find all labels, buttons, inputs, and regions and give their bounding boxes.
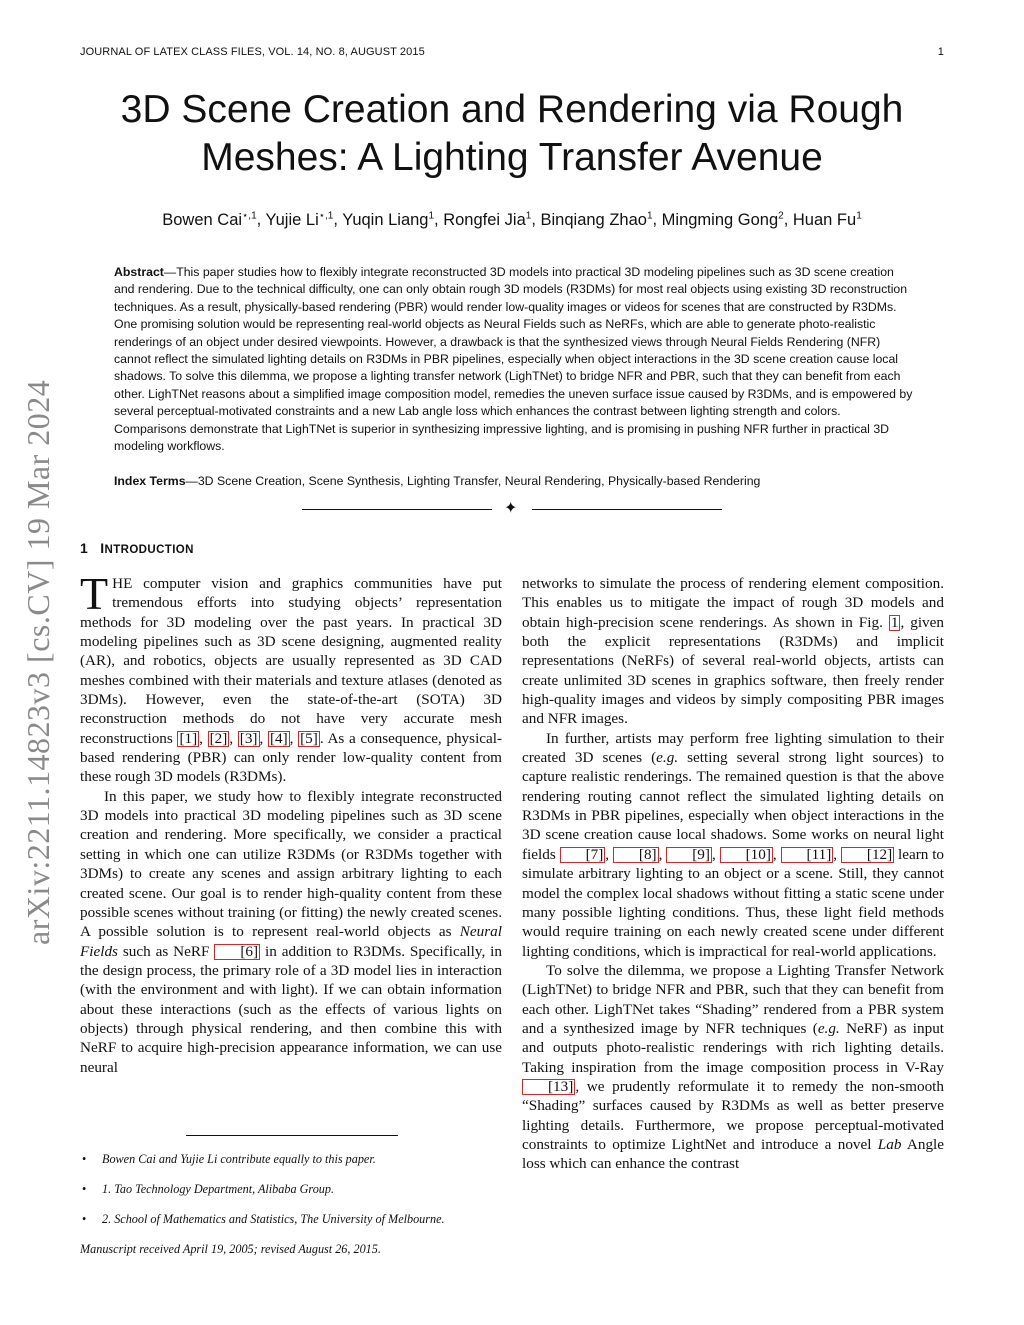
section-title-rest: NTRODUCTION bbox=[104, 544, 194, 556]
footnote-item: • Bowen Cai and Yujie Li contribute equally to this paper. bbox=[82, 1152, 376, 1166]
drop-cap: T bbox=[80, 568, 109, 619]
index-terms-label: Index Terms bbox=[114, 474, 186, 488]
citation-link[interactable]: [12] bbox=[841, 847, 894, 863]
author-list: Bowen Cai$^{⋆,1}$, Yujie $Li^{⋆,1}$, Yuqin Liang$^1$, Rongfei Jia$^1$, Binqiang Zhao$^1$, Mingming Gong$^2$, Huan Fu$^1$ bbox=[162, 210, 862, 229]
citation-link[interactable]: [2] bbox=[209, 729, 228, 747]
citation-link[interactable]: [13] bbox=[522, 1079, 575, 1095]
section-title-initial: I bbox=[100, 540, 105, 556]
citation-link[interactable]: [8] bbox=[613, 847, 659, 863]
author: Mingming Gong$^2$ bbox=[661, 210, 784, 229]
citation-link[interactable]: [6] bbox=[214, 944, 260, 960]
divider-line bbox=[302, 509, 492, 510]
author: Binqiang Zhao$^1$ bbox=[540, 210, 653, 229]
abstract-text: —This paper studies how to flexibly integrate reconstructed 3D models into practical 3D modeling pipelines such as 3D scene creation and rendering. Due to the technical difficulty, one can only obtain rough 3D models (R3DMs) for most real objects using existing 3D reconstruction techniques. As a result, physically-based rendering (PBR) would render low-quality images or videos for scenes that are constructed by R3DMs. One promising solution would be representing real-world objects as Neural Fields such as NeRFs, which are able to generate photo-realistic renderings of an object under desired viewpoints. However, a drawback is that the synthesized views through Neural Fields Rendering (NFR) cannot reflect the simulated lighting details on R3DMs in PBR pipelines, especially when object interactions in the 3D scene creation cause local shadows. To solve this dilemma, we propose a lighting transfer network (LighTNet) to bridge NFR and PBR, such that they can benefit from each other. LighTNet reasons about a simplified image composition model, remedies the uneven surface issue caused by R3DMs, and is empowered by several perceptual-motivated constraints and a new Lab angle loss which enhances the contrast between lighting strength and colors. Comparisons demonstrate that LighTNet is superior in synthesizing impressive lighting, and is promising in pushing NFR further in practical 3D modeling workflows. bbox=[114, 265, 913, 454]
index-terms bbox=[114, 474, 914, 488]
paragraph: networks to simulate the process of rendering element composition. This enables us to mitigate the impact of rough 3D models and obtain high-precision scene renderings. As shown in Fig. 1 , given both the explicit representations (R3DMs) and implicit representations (NeRFs) of several real-world objects, artists can create unlimited 3D scenes in graphics software, then freely render high-quality images and videos by simply compositing PBR images and NFR images. bbox=[522, 575, 944, 728]
figure-link[interactable]: 1 bbox=[890, 613, 899, 631]
author: Huan Fu$^1$ bbox=[792, 210, 862, 229]
abstract-label: Abstract bbox=[114, 265, 164, 279]
journal-line: JOURNAL OF LATEX CLASS FILES, VOL. 14, NO. 8, AUGUST 2015 bbox=[80, 46, 425, 58]
bullet-icon: • bbox=[82, 1182, 87, 1196]
author: Rongfei Jia$^1$ bbox=[443, 210, 532, 229]
citation-link[interactable]: [7] bbox=[560, 847, 606, 863]
diamond-icon: ✦ bbox=[504, 500, 518, 517]
section-divider bbox=[302, 500, 722, 520]
page-number: 1 bbox=[937, 46, 944, 58]
index-terms-text: —3D Scene Creation, Scene Synthesis, Lighting Transfer, Neural Rendering, Physically-based Rendering bbox=[185, 474, 761, 488]
footnote-item: • 1. Tao Technology Department, Alibaba Group. bbox=[82, 1182, 335, 1196]
author: Yujie $Li^{⋆,1}$ bbox=[265, 210, 334, 229]
bullet-icon: • bbox=[82, 1152, 87, 1166]
citation-link[interactable]: [4] bbox=[269, 729, 288, 747]
footnote-item: • 2. School of Mathematics and Statistics, The University of Melbourne. bbox=[82, 1212, 445, 1226]
section-number: 1 bbox=[80, 540, 89, 556]
bullet-icon: • bbox=[82, 1212, 87, 1226]
arxiv-stamp: arXiv:2211.14823v3 [cs.CV] 19 Mar 2024 bbox=[20, 379, 56, 945]
citation-link[interactable]: [11] bbox=[781, 847, 834, 863]
left-column bbox=[80, 568, 503, 1077]
author: Yuqin Liang$^1$ bbox=[342, 210, 435, 229]
right-column bbox=[522, 574, 944, 1174]
paper-title: 3D Scene Creation and Rendering via Rough Meshes: A Lighting Transfer Avenue bbox=[120, 88, 904, 179]
paragraph: THE computer vision and graphics communities have put tremendous efforts into studying objects’ representation methods for 3D modeling over the past years. In practical 3D modeling pipelines such as 3D scene designing, augmented reality (AR), and robotics, objects are usually represented as 3D CAD meshes combined with their materials and texture atlases (denoted as 3DMs). However, even the state-of-the-art (SOTA) 3D reconstruction methods do not have very accurate mesh reconstructions [1] , [2] , [3] , [4] , [5] . As a consequence, physical-based rendering (PBR) can only render low-quality content from these rough 3D models (R3DMs). bbox=[80, 568, 503, 786]
paragraph: In this paper, we study how to flexibly integrate reconstructed 3D models into practical 3D modeling pipelines such as 3D scene creation and rendering. More specifically, we consider a practical setting in which one can utilize R3DMs (or R3DMs together with 3DMs) to create any scenes and assign arbitrary lighting to each created scene. Our goal is to render high-quality content from these possible scenes without training (or fitting) the newly created scenes. A possible solution is to represent real-world objects as Neural Fields such as NeRF [6] in addition to R3DMs. Specifically, in the design process, the primary role of a 3D model lies in interaction (with the environment and with light). If we can obtain information about these interactions (such as the effects of various lights on objects) through physical rendering, and then combine this with NeRF to acquire high-precision appearance information, we can use neural bbox=[80, 787, 502, 1076]
citation-link[interactable]: [10] bbox=[720, 847, 773, 863]
citation-link[interactable]: [3] bbox=[239, 729, 258, 747]
citation-link[interactable]: [5] bbox=[300, 729, 318, 747]
manuscript-note: Manuscript received April 19, 2005; revised August 26, 2015. bbox=[80, 1242, 381, 1256]
divider-line bbox=[532, 509, 722, 510]
running-head bbox=[80, 46, 944, 58]
citation-link[interactable]: [1] bbox=[179, 729, 198, 747]
abstract bbox=[114, 264, 914, 455]
section-heading bbox=[80, 540, 194, 556]
paragraph: To solve the dilemma, we propose a Lighting Transfer Network (LighTNet) to bridge NFR and PBR, such that they can benefit from each other. LighTNet takes “Shading” rendered from a PBR system and a synthesized image by NFR techniques (e.g. NeRF) as input and outputs photo-realistic renderings with rich lighting details. Taking inspiration from the image composition process in V-Ray [13] , we prudently reformulate it to remedy the non-smooth “Shading” surfaces caused by R3DMs as well as better preserve lighting details. Furthermore, we propose perceptual-motivated constraints to optimize LightNet and introduce a novel Lab Angle loss which can enhance the contrast bbox=[522, 961, 945, 1173]
author: Bowen Cai$^{⋆,1}$ bbox=[162, 210, 257, 229]
footnotes bbox=[80, 1150, 502, 1258]
paragraph: In further, artists may perform free lighting simulation to their created 3D scenes (e.g. setting several strong light sources) to capture realistic renderings. The remained question is that the above rendering routing cannot reflect the simulated lighting details on R3DMs in PBR pipelines, especially when object interactions in the 3D scene creation cause local shadows. Some works on neural light fields [7] , [8] , [9] , [10] , [11] , [12] learn to simulate arbitrary lighting to an object or a scene. Still, they cannot model the complex local shadows without fitting a static scene under many possible lighting conditions. Thus, these light field methods would require training on each newly created scene under different lighting conditions, which is impractical for real-world applications. bbox=[522, 729, 945, 960]
footnote-rule bbox=[186, 1135, 398, 1136]
citation-link[interactable]: [9] bbox=[666, 847, 712, 863]
